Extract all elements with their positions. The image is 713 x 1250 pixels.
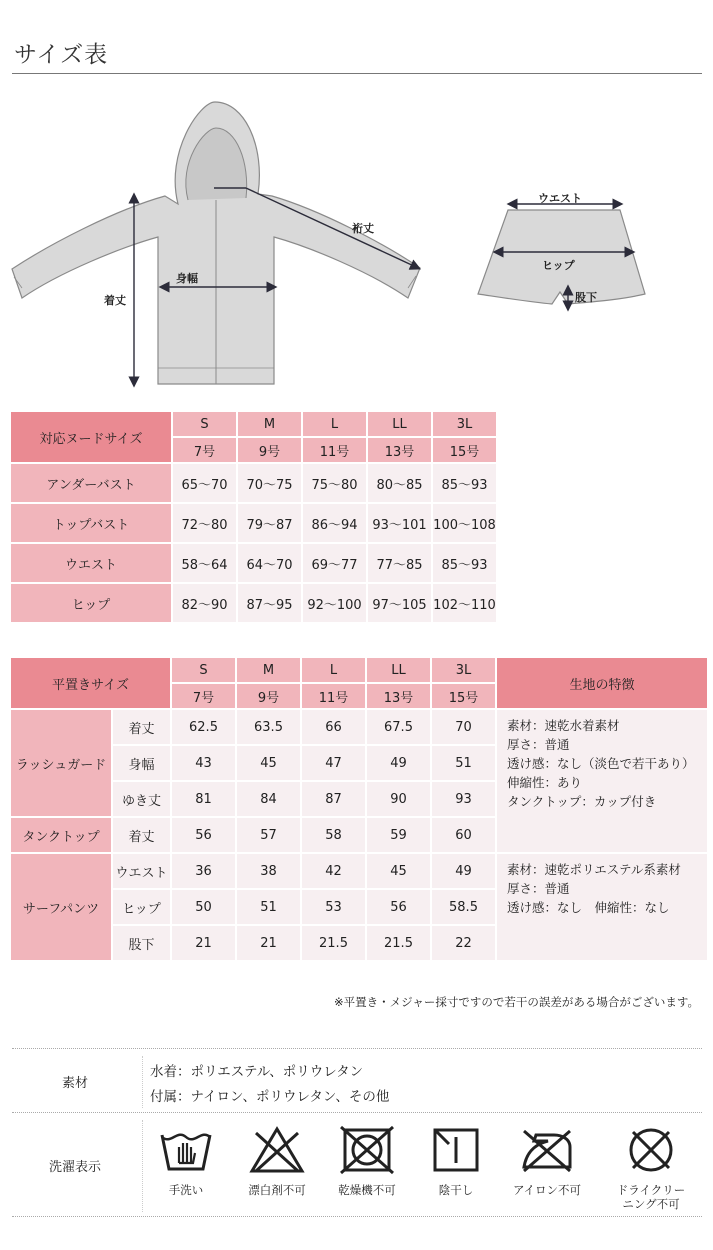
body-length-label: 着丈	[104, 294, 126, 307]
table-cell: 21	[172, 926, 235, 960]
fabric-features-bottom	[497, 854, 707, 960]
feature-line: タンクトップ：カップ付き	[507, 794, 657, 809]
group-label-surfpants: サーフパンツ	[11, 854, 111, 960]
feature-line: 透け感：なし 伸縮性：なし	[507, 900, 670, 915]
feature-line: 透け感：なし（淡色で若干あり）	[507, 756, 695, 771]
row-label: 着丈	[113, 710, 170, 744]
page-title: サイズ表	[14, 42, 109, 68]
table-cell: 42	[302, 854, 365, 888]
table-row	[11, 584, 496, 622]
table-cell: 86〜94	[303, 504, 366, 542]
table-cell: 75〜80	[303, 464, 366, 502]
no-bleach-icon	[248, 1125, 306, 1175]
nude-size-table	[9, 410, 498, 624]
care-item-shade-dry	[411, 1125, 501, 1197]
table-cell: 49	[367, 746, 430, 780]
section-divider	[12, 1112, 702, 1113]
size-header: 3L	[432, 658, 495, 682]
table-row	[11, 544, 496, 582]
table-cell: 87〜95	[238, 584, 301, 622]
fabric-feature-header: 生地の特徴	[497, 658, 707, 708]
group-label-rashguard: ラッシュガード	[11, 710, 111, 816]
row-label: ヒップ	[113, 890, 170, 924]
table-cell: 90	[367, 782, 430, 816]
garment-illustration	[0, 92, 713, 402]
table-cell: 97〜105	[368, 584, 431, 622]
table-cell: 58	[302, 818, 365, 852]
table-cell: 45	[367, 854, 430, 888]
table-cell: 93	[432, 782, 495, 816]
feature-line: 素材：速乾ポリエステル系素材	[507, 862, 681, 877]
table-cell: 21.5	[302, 926, 365, 960]
table-cell: 56	[367, 890, 430, 924]
inseam-label: 股下	[575, 291, 597, 304]
table-cell: 60	[432, 818, 495, 852]
table-cell: 50	[172, 890, 235, 924]
table-cell: 21	[237, 926, 300, 960]
table-cell: 47	[302, 746, 365, 780]
care-item-no-tumble-dry	[322, 1125, 412, 1197]
size-header: L	[302, 658, 365, 682]
row-label: ウエスト	[11, 544, 171, 582]
table-cell: 21.5	[367, 926, 430, 960]
table-cell: 82〜90	[173, 584, 236, 622]
row-label: トップバスト	[11, 504, 171, 542]
title-divider	[12, 73, 702, 74]
no-tumble-dry-icon	[338, 1125, 396, 1175]
table-cell: 70〜75	[238, 464, 301, 502]
row-label: アンダーバスト	[11, 464, 171, 502]
table-cell: 100〜108	[433, 504, 496, 542]
table-cell: 102〜110	[433, 584, 496, 622]
care-label-line: ドライクリー	[616, 1183, 686, 1197]
no-dry-clean-icon	[622, 1125, 680, 1175]
care-item-label: 乾燥機不可	[338, 1183, 396, 1197]
table-cell: 64〜70	[238, 544, 301, 582]
care-label: 洗濯表示	[48, 1160, 101, 1175]
table-cell: 87	[302, 782, 365, 816]
care-item-no-iron	[502, 1125, 592, 1197]
table-cell: 58.5	[432, 890, 495, 924]
column-divider	[142, 1056, 143, 1108]
flat-size-table	[9, 656, 709, 962]
table-row	[11, 710, 707, 744]
go-header: 15号	[433, 438, 496, 462]
table-cell: 79〜87	[238, 504, 301, 542]
hip-label: ヒップ	[542, 259, 575, 272]
shade-dry-icon	[427, 1125, 485, 1175]
section-divider	[12, 1216, 702, 1217]
size-header: M	[238, 412, 301, 436]
table-cell: 51	[432, 746, 495, 780]
table-cell: 85〜93	[433, 464, 496, 502]
go-header: 7号	[173, 438, 236, 462]
table-cell: 85〜93	[433, 544, 496, 582]
table-cell: 93〜101	[368, 504, 431, 542]
table-cell: 84	[237, 782, 300, 816]
sleeve-length-label: 裄丈	[352, 222, 374, 235]
flat-header-label: 平置きサイズ	[11, 658, 170, 708]
table-cell: 77〜85	[368, 544, 431, 582]
care-item-label: アイロン不可	[513, 1183, 581, 1197]
care-item-label: 漂白剤不可	[248, 1183, 306, 1197]
size-header: LL	[368, 412, 431, 436]
go-header: 9号	[237, 684, 300, 708]
row-label: 着丈	[113, 818, 170, 852]
table-cell: 36	[172, 854, 235, 888]
care-item-label: 陰干し	[438, 1183, 474, 1197]
material-line: 水着：ポリエステル、ポリウレタン	[150, 1064, 364, 1080]
feature-line: 厚さ：普通	[507, 881, 570, 896]
table-cell: 63.5	[237, 710, 300, 744]
row-label: ヒップ	[11, 584, 171, 622]
care-label-line: ニング不可	[622, 1197, 680, 1211]
table-cell: 62.5	[172, 710, 235, 744]
size-diagram	[0, 92, 713, 402]
size-header: S	[172, 658, 235, 682]
waist-label: ウエスト	[538, 192, 582, 205]
body-width-label: 身幅	[176, 272, 198, 285]
group-label-tanktop: タンクトップ	[11, 818, 111, 852]
table-cell: 67.5	[367, 710, 430, 744]
care-item-label	[606, 1183, 696, 1211]
size-header: S	[173, 412, 236, 436]
size-header: LL	[367, 658, 430, 682]
care-item-no-bleach	[232, 1125, 322, 1197]
care-item-label: 手洗い	[168, 1183, 204, 1197]
row-label: 身幅	[113, 746, 170, 780]
rashguard-hoodie-shape	[12, 102, 420, 384]
table-cell: 49	[432, 854, 495, 888]
fabric-features-top	[497, 710, 707, 852]
no-iron-icon	[518, 1125, 576, 1175]
go-header: 11号	[303, 438, 366, 462]
nude-header-label: 対応ヌードサイズ	[11, 412, 171, 462]
table-cell: 38	[237, 854, 300, 888]
material-line: 付属：ナイロン、ポリウレタン、その他	[150, 1089, 390, 1105]
table-row	[11, 504, 496, 542]
material-label: 素材	[61, 1076, 88, 1091]
go-header: 15号	[432, 684, 495, 708]
go-header: 13号	[367, 684, 430, 708]
feature-line: 厚さ：普通	[507, 737, 570, 752]
row-label: ウエスト	[113, 854, 170, 888]
table-cell: 58〜64	[173, 544, 236, 582]
care-item-hand-wash	[141, 1125, 231, 1197]
table-row	[11, 464, 496, 502]
table-cell: 80〜85	[368, 464, 431, 502]
go-header: 7号	[172, 684, 235, 708]
care-item-no-dry-clean	[606, 1125, 696, 1211]
table-cell: 45	[237, 746, 300, 780]
table-cell: 43	[172, 746, 235, 780]
measurement-footnote: ※平置き・メジャー採寸ですので若干の誤差がある場合がございます。	[334, 995, 699, 1009]
table-cell: 70	[432, 710, 495, 744]
table-cell: 56	[172, 818, 235, 852]
table-cell: 22	[432, 926, 495, 960]
table-cell: 51	[237, 890, 300, 924]
go-header: 13号	[368, 438, 431, 462]
hand-wash-icon	[157, 1125, 215, 1175]
table-cell: 81	[172, 782, 235, 816]
row-label: 股下	[113, 926, 170, 960]
size-header: 3L	[433, 412, 496, 436]
go-header: 9号	[238, 438, 301, 462]
table-cell: 92〜100	[303, 584, 366, 622]
table-row	[11, 854, 707, 888]
size-header: L	[303, 412, 366, 436]
section-divider	[12, 1048, 702, 1049]
feature-line: 素材：速乾水着素材	[507, 718, 620, 733]
table-cell: 69〜77	[303, 544, 366, 582]
go-header: 11号	[302, 684, 365, 708]
table-cell: 66	[302, 710, 365, 744]
table-cell: 72〜80	[173, 504, 236, 542]
row-label: ゆき丈	[113, 782, 170, 816]
size-header: M	[237, 658, 300, 682]
table-cell: 59	[367, 818, 430, 852]
table-cell: 57	[237, 818, 300, 852]
table-cell: 65〜70	[173, 464, 236, 502]
table-cell: 53	[302, 890, 365, 924]
feature-line: 伸縮性：あり	[507, 775, 583, 790]
